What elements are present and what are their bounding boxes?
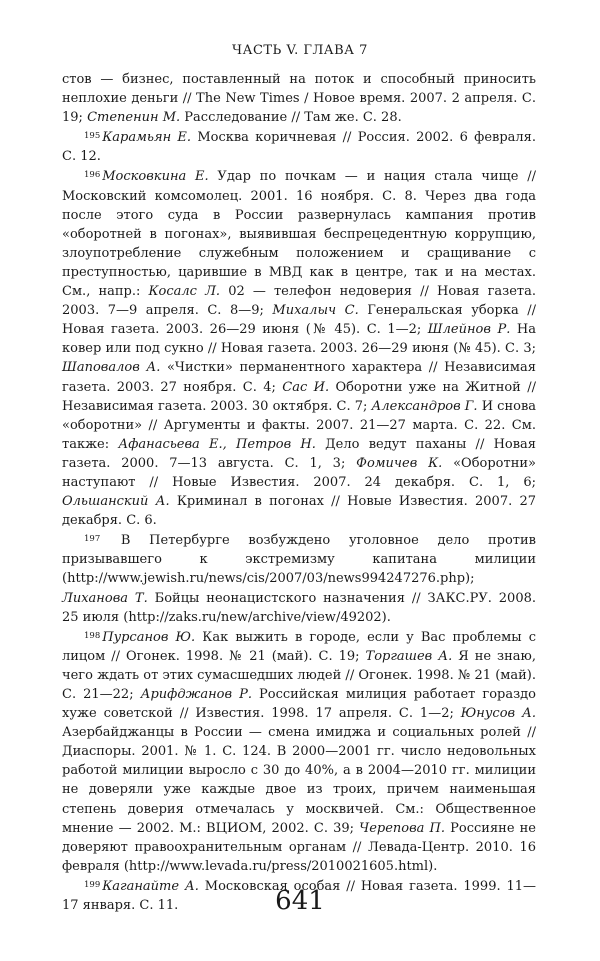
- footnote-number: 196: [84, 170, 101, 181]
- footnote-number: 198: [84, 630, 101, 641]
- footnote-number: 199: [84, 879, 101, 890]
- footnote-199: $^{199}$ Каганайте А. Московская особая // Новая газета. 1999. 11—17 января. С. 11.: [62, 878, 536, 914]
- page-number: 641: [275, 886, 325, 916]
- footnote-number: 197: [84, 534, 101, 545]
- footnote-continuation: стов — бизнес, поставленный на поток и способный приносить неплохие деньги // The New Times / Новое время. 2007. 2 апреля. С. 19; Степенин М. Расследование // Там же. С. 28.: [62, 72, 536, 126]
- footnote-197: $^{197}$ В Петербурге возбуждено уголовное дело против призывавшего к экстремизму капитана милиции (http://www.jewish.ru/news/cis/2007/03/news994247276.php); Лиханова Т. Бойцы неонацистского назначения // ЗАКС.РУ. 2008. 25 июля (http://zaks.ru/new/archive/view/49202).: [62, 533, 536, 625]
- footnote-196: $^{196}$ Московкина Е. Удар по почкам — и нация стала чище // Московский комсомолец. 2001. 16 ноября. С. 8. Через два года после этого суда в России развернулась кампания против «оборотней в погонах», выявившая беспрецедентную коррупцию, злоупотребление служебным положением и сращивание с преступностью, царившие в МВД как в центре, так и на местах. См., напр.: Косалс Л. 02 — телефон недоверия // Новая газета. 2003. 7—9 апреля. С. 8—9; Михалыч С. Генеральская уборка // Новая газета. 2003. 26—29 июня (№ 45). С. 1—2; Шлейнов Р. На ковер или под сукно // Новая газета. 2003. 26—29 июня (№ 45). С. 3; Шаповалов А. «Чистки» перманентного характера // Независимая газета. 2003. 27 ноября. С. 4; Сас И. Оборотни уже на Житной // Независимая газета. 2003. 30 октября. С. 7; Александров Г. И снова «оборотни» // Аргументы и факты. 2007. 21—27 марта. С. 22. См. также: Афанасьева Е., Петров Н. Дело ведут паханы // Новая газета. 2000. 7—13 августа. С. 1, 3; Фомичев К. «Оборотни» наступают // Новые Известия. 2007. 24 декабря. С. 1, 6; Ольшанский А. Криминал в погонах // Новые Известия. 2007. 27 декабря. С. 6.: [62, 169, 537, 529]
- footnotes-block: [62, 70, 536, 915]
- footnote-195: $^{195}$ Карамьян Е. Москва коричневая // Россия. 2002. 6 февраля. С. 12.: [62, 130, 536, 165]
- running-header: ЧАСТЬ V. ГЛАВА 7: [232, 43, 368, 58]
- footnote-198: $^{198}$ Пурсанов Ю. Как выжить в городе, если у Вас проблемы с лицом // Огонек. 1998. № 21 (май). С. 19; Торгашев А. Я не знаю, чего ждать от этих сумасшедших людей // Огонек. 1998. № 21 (май). С. 21—22; Арифджанов Р. Российская милиция работает гораздо хуже советской // Известия. 1998. 17 апреля. С. 1—2; Юнусов А. Азербайджанцы в России — смена имиджа и социальных ролей // Диаспоры. 2001. № 1. С. 124. В 2000—2001 гг. число недовольных работой милиции выросло с 30 до 40%, а в 2004—2010 гг. милиции не доверяли уже каждые двое из троих, причем наименьшая степень доверия отмечалась у москвичей. См.: Общественное мнение — 2002. М.: ВЦИОМ, 2002. С. 39; Черепова П. Россияне не доверяют правоохранительным органам // Левада-Центр. 2010. 16 февраля (http://www.levada.ru/press/2010021605.html).: [62, 629, 537, 874]
- footnote-number: 195: [84, 131, 101, 142]
